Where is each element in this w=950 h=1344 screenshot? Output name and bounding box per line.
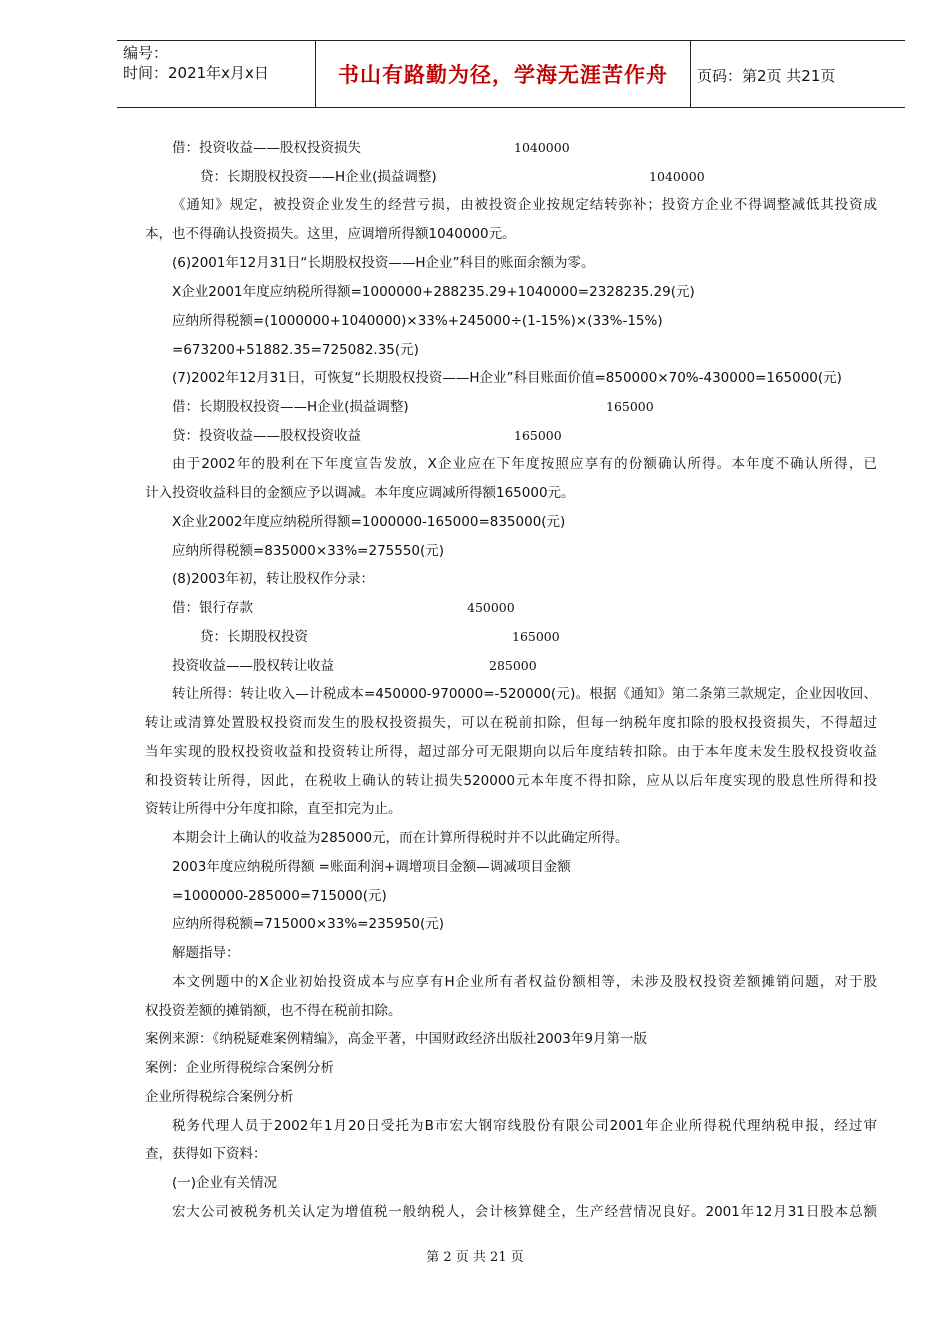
formula-line: X企业2002年度应纳税所得额=1000000-165000=835000(元): [172, 514, 566, 530]
paragraph-line: 和投资转让所得，因此，在税收上确认的转让损失520000元本年度不得扣除，应从以后年度实现的股息性所得和投: [145, 773, 877, 789]
header-page-indicator: 页码：第2页 共21页: [697, 67, 836, 85]
journal-amount: 285000: [489, 658, 537, 673]
paragraph-line: 权投资差额的摊销额，也不得在税前扣除。: [145, 1003, 402, 1019]
document-number-label: 编号：: [123, 44, 169, 62]
paragraph-line: 宏大公司被税务机关认定为增值税一般纳税人，会计核算健全，生产经营情况良好。2001年12月31日股本总额: [172, 1204, 877, 1220]
header-info: [123, 43, 269, 83]
journal-amount: 165000: [606, 399, 654, 414]
paragraph-line: 本期会计上确认的收益为285000元，而在计算所得税时并不以此确定所得。: [172, 830, 629, 846]
case-source: 案例来源：《纳税疑难案例精编》，高金平著，中国财政经济出版社2003年9月第一版: [145, 1031, 647, 1047]
journal-debit-line: 借：银行存款: [172, 600, 253, 616]
formula-line: X企业2001年度应纳税所得额=1000000+288235.29+1040000=2328235.29(元): [172, 284, 695, 300]
formula-line: =673200+51882.35=725082.35(元): [172, 342, 419, 358]
section-label: (一)企业有关情况: [172, 1175, 278, 1191]
page-header: [117, 40, 905, 108]
journal-amount: 1040000: [514, 140, 570, 155]
journal-debit-line: 借：投资收益——股权投资损失: [172, 140, 361, 156]
paragraph-line: (6)2001年12月31日“长期股权投资——H企业”科目的账面余额为零。: [172, 255, 595, 271]
formula-line: 2003年度应纳税所得额 =账面利润+调增项目金额—调减项目金额: [172, 859, 571, 875]
journal-amount: 1040000: [649, 169, 705, 184]
journal-credit-line: 贷：投资收益——股权投资收益: [172, 428, 361, 444]
section-label: 解题指导：: [172, 945, 240, 961]
paragraph-line: (7)2002年12月31日，可恢复“长期股权投资——H企业”科目账面价值=850000×70%-430000=165000(元): [172, 370, 842, 386]
journal-amount: 165000: [512, 629, 560, 644]
paragraph-line: 计入投资收益科目的金额应予以调减。本年度应调减所得额165000元。: [145, 485, 575, 501]
paragraph-line: 查，获得如下资料：: [145, 1146, 267, 1162]
page-footer: 第 2 页 共 21 页: [426, 1250, 524, 1265]
paragraph-line: 资转让所得中分年度扣除，直至扣完为止。: [145, 801, 402, 817]
paragraph-line: (8)2003年初，转让股权作分录：: [172, 571, 374, 587]
paragraph-line: 由于2002年的股利在下年度宣告发放，X企业应在下年度按照应享有的份额确认所得。本年度不确认所得，已: [172, 456, 877, 472]
journal-credit-line: 投资收益——股权转让收益: [172, 658, 334, 674]
formula-line: =1000000-285000=715000(元): [172, 888, 387, 904]
paragraph-line: 本文例题中的X企业初始投资成本与应享有H企业所有者权益份额相等，未涉及股权投资差额摊销问题，对于股: [172, 974, 877, 990]
formula-line: 应纳所得税额=715000×33%=235950(元): [172, 916, 445, 932]
case-heading: 企业所得税综合案例分析: [145, 1089, 294, 1105]
header-motto: 书山有路勤为径，学海无涯苦作舟: [315, 41, 691, 107]
journal-amount: 165000: [514, 428, 562, 443]
document-time-label: 时间：2021年x月x日: [123, 64, 269, 82]
paragraph-line: 转让或清算处置股权投资而发生的股权投资损失，可以在税前扣除，但每一纳税年度扣除的股权投资损失，不得超过: [145, 715, 877, 731]
paragraph-line: 转让所得：转让收入—计税成本=450000-970000=-520000(元)。根据《通知》第二条第三款规定，企业因收回、: [172, 686, 877, 702]
journal-credit-line: 贷：长期股权投资: [200, 629, 308, 645]
journal-credit-line: 贷：长期股权投资——H企业(损益调整): [200, 169, 437, 185]
journal-debit-line: 借：长期股权投资——H企业(损益调整): [172, 399, 409, 415]
paragraph-line: 本，也不得确认投资损失。这里，应调增所得额1040000元。: [145, 226, 516, 242]
formula-line: 应纳所得税额=835000×33%=275550(元): [172, 543, 445, 559]
paragraph-line: 税务代理人员于2002年1月20日受托为B市宏大钢帘线股份有限公司2001年企业所得税代理纳税申报，经过审: [172, 1118, 877, 1134]
paragraph-line: 《通知》规定，被投资企业发生的经营亏损，由被投资企业按规定结转弥补；投资方企业不得调整减低其投资成: [172, 197, 877, 213]
paragraph-line: 当年实现的股权投资收益和投资转让所得，超过部分可无限期向以后年度结转扣除。由于本年度未发生股权投资收益: [145, 744, 877, 760]
journal-amount: 450000: [467, 600, 515, 615]
formula-line: 应纳所得税额=(1000000+1040000)×33%+245000÷(1-15%)×(33%-15%): [172, 313, 663, 329]
case-title: 案例：企业所得税综合案例分析: [145, 1060, 334, 1076]
